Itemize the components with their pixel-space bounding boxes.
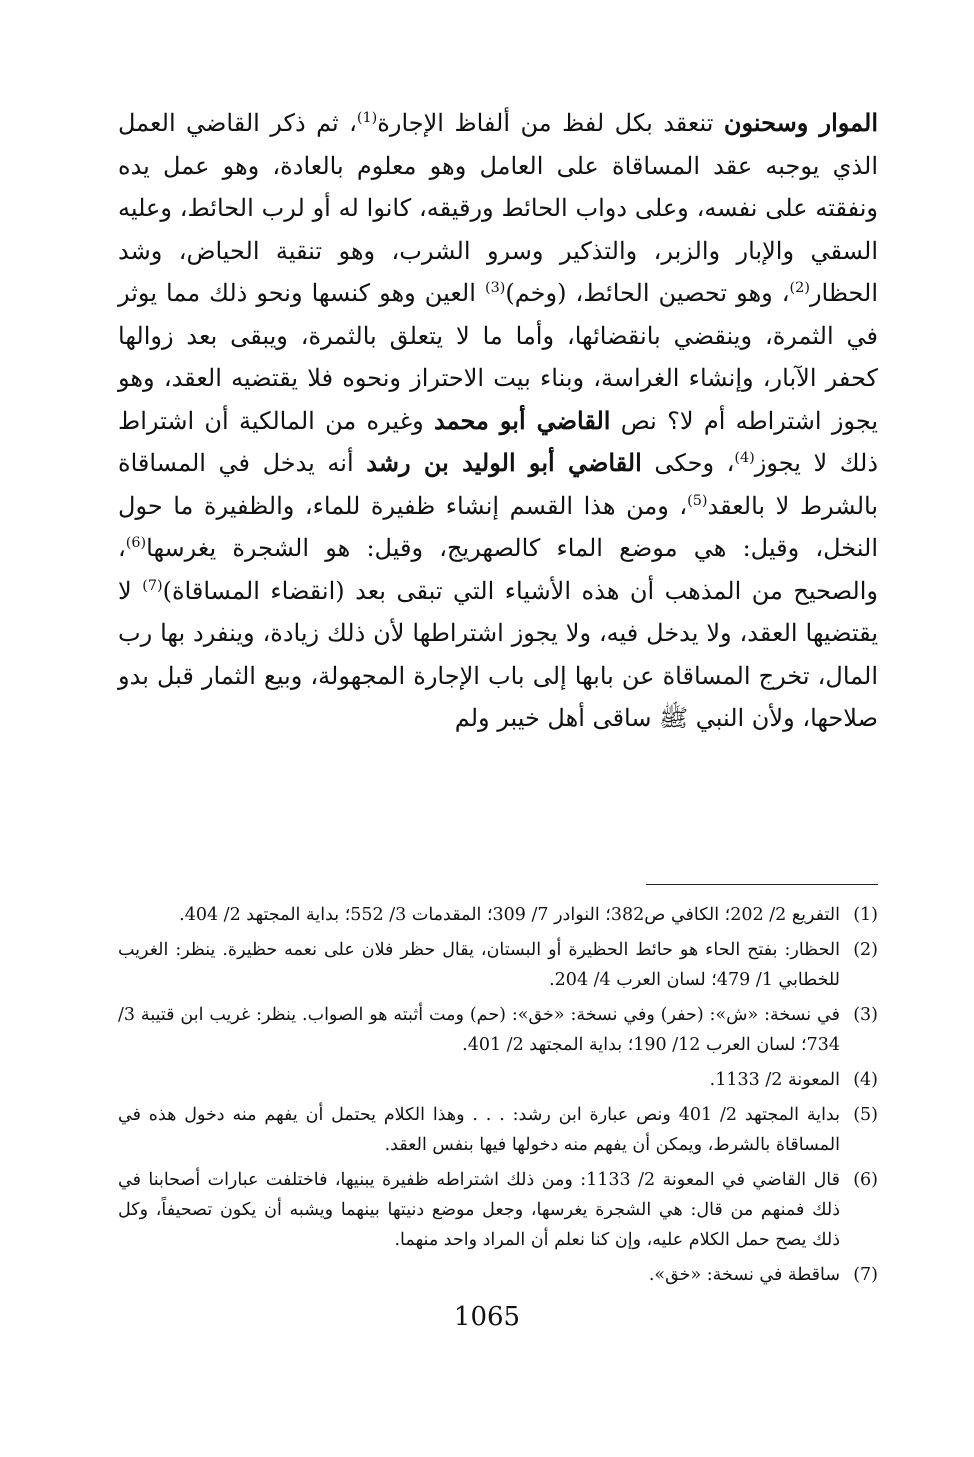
footnote-number: (5) (853, 1105, 878, 1125)
footnotes-list (118, 900, 878, 1295)
text-run: ، وهو تحصين الحائط، (وخم) (505, 279, 790, 307)
footnote-item (118, 900, 878, 930)
footnote-ref: (2) (789, 280, 810, 296)
text-run: ، وحكى (641, 449, 735, 477)
footnote-item (118, 1100, 878, 1160)
footnote-text: المعونة 2/ 1133. (709, 1070, 840, 1090)
footnote-item (118, 935, 878, 995)
text-run: تنعقد بكل لفظ من ألفاظ الإجارة (377, 109, 724, 137)
footnote-text: قال القاضي في المعونة 2/ 1133: ومن ذلك اشتراطه ظفيرة يبنيها، فاختلفت عبارات أصحابنا في ذلك فمنهم من قال: هي الشجرة يغرسها، وجعل موضع دنيتها بينهما ويشبه أن يكون تصحيفاً، وكل ذلك يصح حمل الكلام عليه، وإن كنا نعلم أن المراد واحد منهما. (118, 1170, 840, 1250)
footnote-item (118, 1065, 878, 1095)
footnote-ref: (4) (734, 450, 755, 466)
footnote-ref: (5) (687, 492, 708, 509)
text-run: ، ومن هذا القسم إنشاء ظفيرة للماء، والظفيرة ما حول النخل، وقيل: هي موضع الماء كالصهريج، وقيل: هو الشجرة يغرسها (118, 491, 878, 562)
text-run: ، ثم ذكر القاضي العمل الذي يوجبه عقد المساقاة على العامل وهو معلوم بالعادة، وهو عمل يده ونفقته على نفسه، وعلى دواب الحائط ورقيقه، كانوا له أو لرب الحائط، وعليه السقي والإبار والزبر، والتذكير وسرو الشرب، وهو تنقية الحياض، وشد الحظار (118, 109, 879, 307)
main-paragraph (118, 102, 878, 740)
footnote-text: التفريع 2/ 202؛ الكافي ص382؛ النوادر 7/ 309؛ المقدمات 3/ 552؛ بداية المجتهد 2/ 404. (179, 905, 840, 925)
footnote-item (118, 1260, 878, 1290)
page-number: 1065 (453, 1302, 521, 1332)
footnote-text: ساقطة في نسخة: «خق». (648, 1265, 840, 1285)
bold-names-1: الموار وسحنون (723, 108, 878, 137)
bold-names-2: القاضي أبو محمد (434, 405, 611, 435)
footnote-separator (646, 884, 878, 885)
footnote-ref: (3) (484, 280, 506, 296)
footnote-ref: (6) (125, 535, 147, 551)
footnote-number: (1) (853, 905, 878, 925)
bold-names-3: القاضي أبو الوليد بن رشد (366, 448, 642, 477)
footnote-item (118, 1165, 878, 1255)
footnote-number: (4) (853, 1070, 878, 1090)
page-content (118, 102, 879, 1285)
text-run: العين وهو كنسها ونحو ذلك مما يوثر في الثمرة، وينقضي بانقضائها، وأما ما لا يتعلق بالثمرة، ويبقى بعد زوالها كحفر الآبار، وإنشاء الغراسة، وبناء بيت الاحتراز ونحوه فلا يقتضيه العقد، وهو يجوز اشتراطه أم لا؟ نص (118, 279, 878, 435)
footnote-text: الحظار: بفتح الحاء هو حائط الحظيرة أو البستان، يقال حظر فلان على نعمه حظيرة. ينظر: الغريب للخطابي 1/ 479؛ لسان العرب 4/ 204. (118, 940, 840, 990)
footnote-number: (7) (853, 1265, 878, 1285)
footnote-text: بداية المجتهد 2/ 401 ونص عبارة ابن رشد: . . . وهذا الكلام يحتمل أن يفهم منه دخول هذه في المساقاة بالشرط، ويمكن أن يفهم منه دخولها فيها بنفس العقد. (118, 1105, 840, 1155)
text-run: وغيره من المالكية أن اشتراط ذلك لا يجوز (118, 406, 879, 477)
text-run: ، والصحيح من المذهب أن هذه الأشياء التي تبقى بعد (انقضاء المساقاة) (118, 534, 878, 605)
footnote-item (118, 1000, 878, 1060)
footnote-ref: (7) (142, 577, 163, 594)
footnote-number: (6) (853, 1170, 878, 1190)
text-run: لا يقتضيها العقد، ولا يدخل فيه، ولا يجوز اشتراطها لأن ذلك زيادة، وينفرد بها رب المال، تخرج المساقاة عن بابها إلى باب الإجارة المجهولة، وبيع الثمار قبل بدو صلاحها، ولأن النبي ﷺ ساقى أهل خيبر ولم (118, 576, 878, 732)
footnote-text: في نسخة: «ش»: (حفر) وفي نسخة: «خق»: (حم) ومت أثبته هو الصواب. ينظر: غريب ابن قتيبة 3/ 734؛ لسان العرب 12/ 190؛ بداية المجتهد 2/ 401. (118, 1005, 840, 1055)
footnote-number: (2) (853, 940, 878, 960)
footnote-number: (3) (853, 1005, 878, 1025)
footnote-ref: (1) (356, 110, 378, 126)
text-run: أنه يدخل في المساقاة بالشرط لا بالعقد (118, 449, 879, 520)
